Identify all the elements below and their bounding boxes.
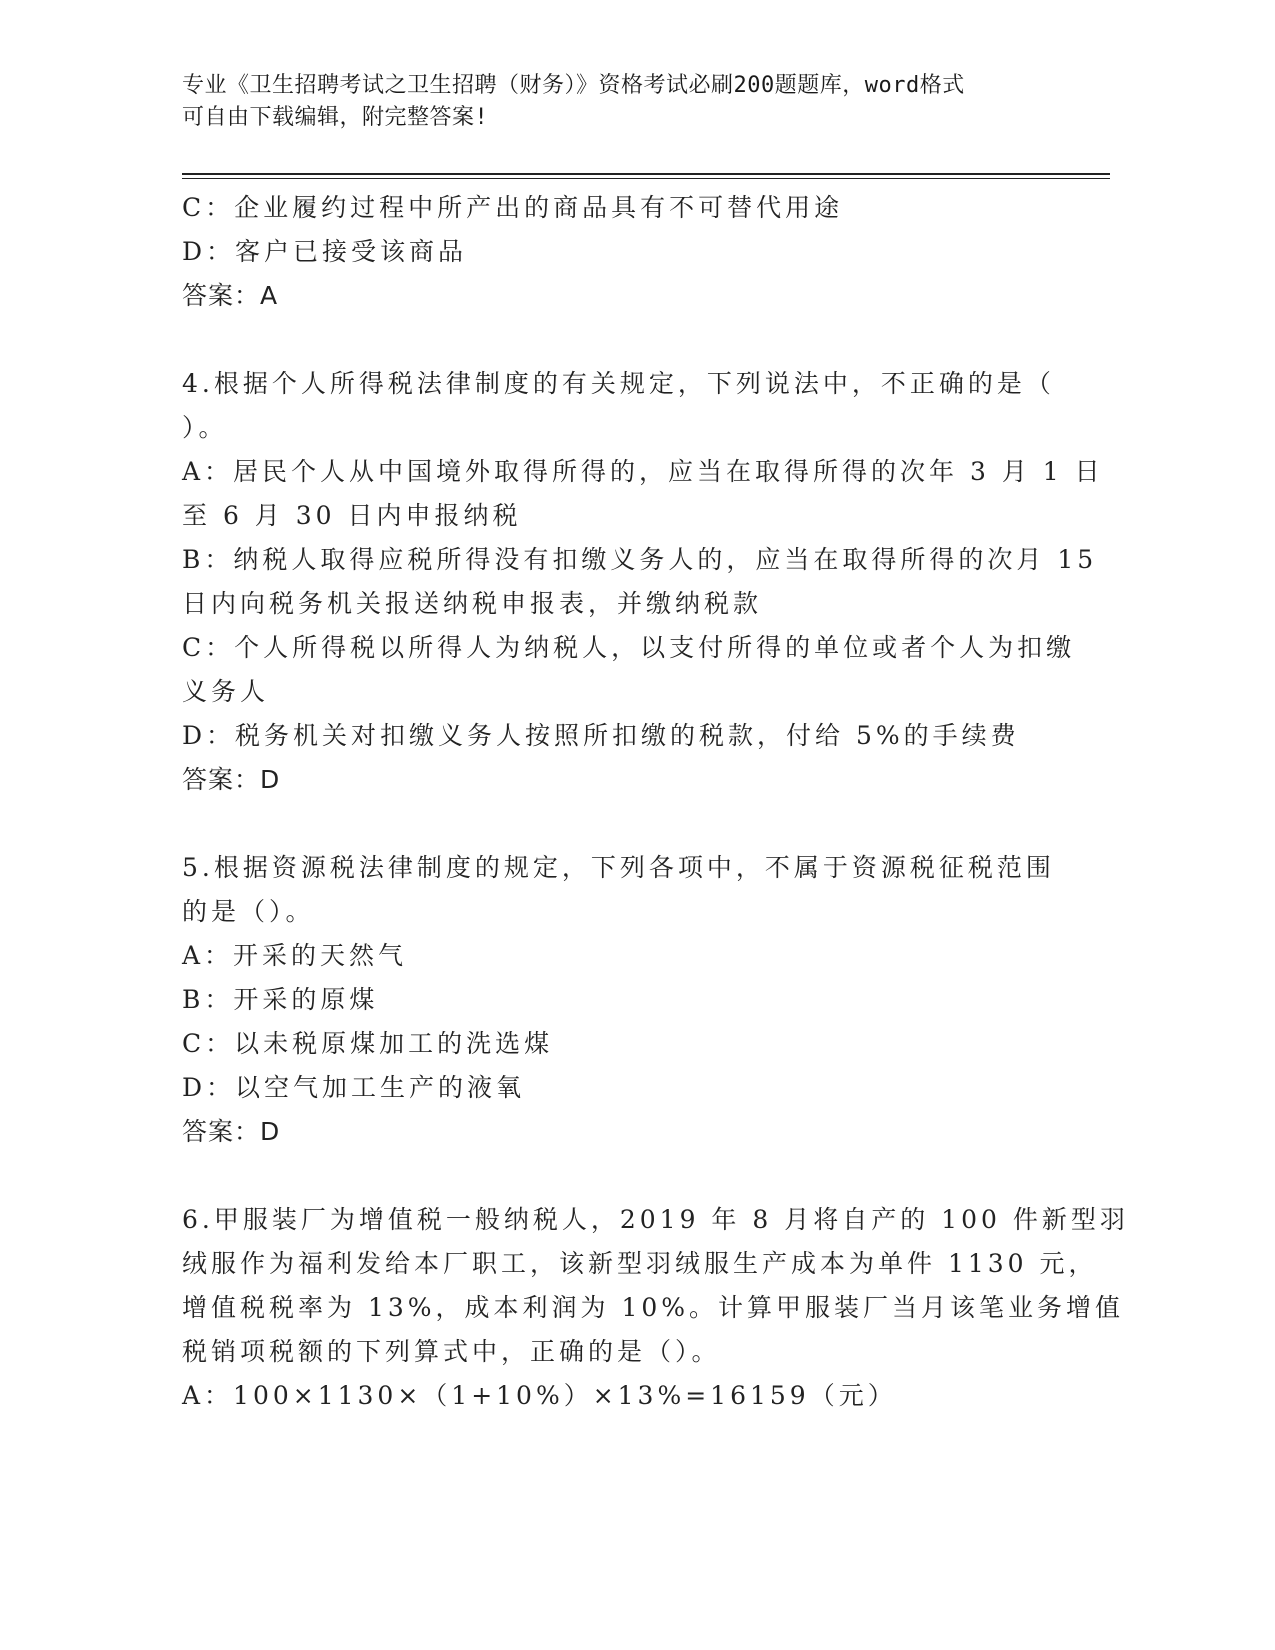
option-a: 至 6 月 30 日内申报纳税: [182, 501, 522, 530]
header-title-line1: 专业《卫生招聘考试之卫生招聘（财务）》资格考试必刷200题题库，word格式: [182, 73, 965, 98]
question-stem: 税销项税额的下列算式中，正确的是（）。: [182, 1337, 721, 1366]
header-divider-thin: [182, 178, 1110, 179]
question-stem: 的是（）。: [182, 897, 315, 926]
option-a: A：100×1130×（1+10%）×13%=16159（元）: [182, 1381, 897, 1410]
option-c: C：以未税原煤加工的洗选煤: [182, 1029, 554, 1058]
answer-line: 答案：D: [182, 1117, 281, 1146]
option-c: 义务人: [182, 677, 270, 706]
answer-line: 答案：A: [182, 281, 279, 310]
option-d: D：客户已接受该商品: [182, 237, 468, 266]
option-c: C：企业履约过程中所产出的商品具有不可替代用途: [182, 193, 844, 222]
question-stem: 6.甲服装厂为增值税一般纳税人，2019 年 8 月将自产的 100 件新型羽: [182, 1205, 1129, 1234]
question-5: [182, 846, 1082, 1154]
question-6: [182, 1198, 1129, 1418]
spacer: [182, 802, 1082, 846]
spacer: [182, 318, 1082, 362]
option-d: D：税务机关对扣缴义务人按照所扣缴的税款，付给 5%的手续费: [182, 721, 1020, 750]
question-4: [182, 362, 1104, 802]
header-divider-thick: [182, 173, 1110, 175]
header-title-line2: 可自由下载编辑，附完整答案!: [182, 105, 489, 130]
question-stem: ）。: [182, 413, 228, 442]
question-stem: 增值税税率为 13%，成本利润为 10%。计算甲服装厂当月该笔业务增值: [182, 1293, 1125, 1322]
option-b: B：纳税人取得应税所得没有扣缴义务人的，应当在取得所得的次月 15: [182, 545, 1098, 574]
spacer: [182, 1154, 1082, 1198]
question-stem: 绒服作为福利发给本厂职工，该新型羽绒服生产成本为单件 1130 元，: [182, 1249, 1098, 1278]
answer-line: 答案：D: [182, 765, 281, 794]
question-content: [182, 186, 1129, 1418]
page-header: [182, 70, 1062, 134]
question-stem: 4.根据个人所得税法律制度的有关规定，下列说法中，不正确的是（: [182, 369, 1055, 398]
option-b: B：开采的原煤: [182, 985, 379, 1014]
option-a: A：居民个人从中国境外取得所得的，应当在取得所得的次年 3 月 1 日: [182, 457, 1104, 486]
option-b: 日内向税务机关报送纳税申报表，并缴纳税款: [182, 589, 763, 618]
option-d: D：以空气加工生产的液氧: [182, 1073, 526, 1102]
option-c: C：个人所得税以所得人为纳税人，以支付所得的单位或者个人为扣缴: [182, 633, 1076, 662]
question-stem: 5.根据资源税法律制度的规定，下列各项中，不属于资源税征税范围: [182, 853, 1055, 882]
question-3-partial: [182, 186, 1082, 318]
option-a: A：开采的天然气: [182, 941, 408, 970]
